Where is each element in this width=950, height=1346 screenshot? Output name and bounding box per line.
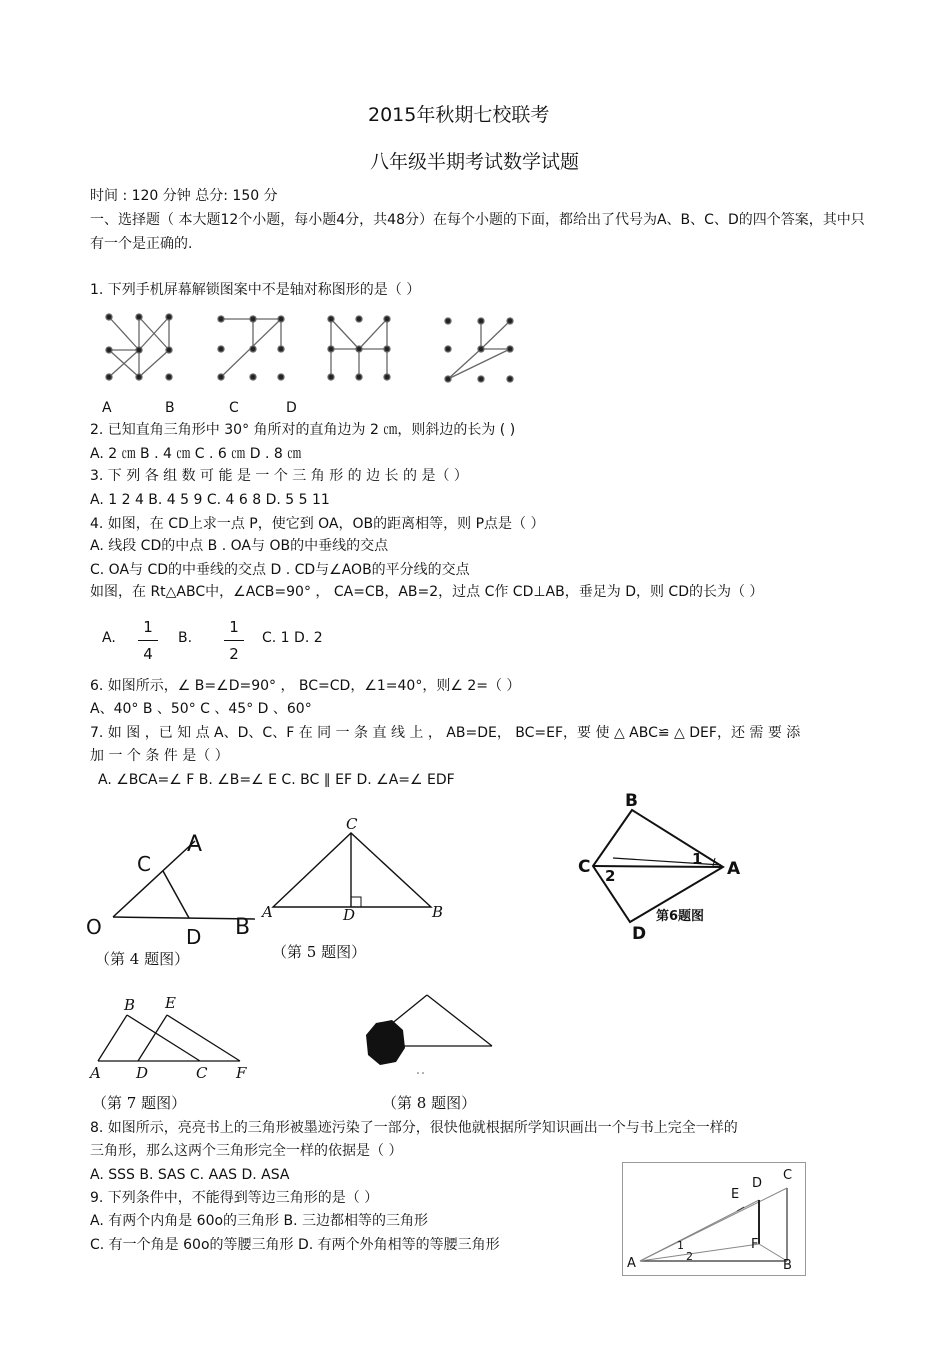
q8-stem-line1: 8. 如图所示，亮亮书上的三角形被墨迹污染了一部分，很快他就根据所学知识画出一个与书上完全一样的 xyxy=(90,1120,738,1136)
fig7-label-b: B xyxy=(124,996,136,1014)
fig5-label-c: C xyxy=(346,815,358,833)
q9-options-line1: A. 有两个内角是 60o的三角形 B. 三边都相等的三角形 xyxy=(90,1213,429,1229)
q5-option-b: B. xyxy=(178,630,193,646)
q1-label-c: C xyxy=(229,400,239,416)
q1-label-a: A xyxy=(102,400,112,416)
fig9-label-1: 1 xyxy=(677,1239,684,1252)
fig6-label-2: 2 xyxy=(605,867,616,885)
pattern-d xyxy=(445,318,513,382)
fig4-label-d: D xyxy=(186,925,202,949)
q8-options: A. SSS B. SAS C. AAS D. ASA xyxy=(90,1167,290,1183)
pattern-c xyxy=(328,316,390,380)
q1-stem: 1. 下列手机屏幕解锁图案中不是轴对称图形的是（ ） xyxy=(90,282,421,298)
q3-stem: 3. 下 列 各 组 数 可 能 是 一 个 三 角 形 的 边 长 的 是（ ） xyxy=(90,468,468,484)
q1-unlock-patterns xyxy=(95,305,575,395)
fig7-label-d: D xyxy=(136,1064,149,1082)
fig5-caption: （第 5 题图） xyxy=(272,943,367,961)
fig7-label-f: F xyxy=(236,1064,247,1082)
q6-stem: 6. 如图所示，∠ B=∠D=90° ， BC=CD，∠1=40°，则∠ 2=（ ） xyxy=(90,678,521,694)
fig6-label-a: A xyxy=(727,859,741,879)
q4-options-line1: A. 线段 CD的中点 B . OA与 OB的中垂线的交点 xyxy=(90,538,389,554)
fig6-label-b: B xyxy=(625,791,638,811)
fig5-label-d: D xyxy=(343,906,356,924)
fig9-label-2: 2 xyxy=(686,1250,693,1263)
exam-subtitle: 八年级半期考试数学试题 xyxy=(370,151,580,173)
fig6-label-d: D xyxy=(632,924,647,944)
fig6-label-1: 1 xyxy=(692,850,703,868)
figure-8 xyxy=(360,990,500,1075)
fig4-label-a: A xyxy=(187,832,203,857)
q9-options-line2: C. 有一个角是 60o的等腰三角形 D. 有两个外角相等的等腰三角形 xyxy=(90,1237,500,1253)
fig6-label-c: C xyxy=(578,857,591,877)
figure-5 xyxy=(265,820,455,920)
q1-label-d: D xyxy=(286,400,297,416)
q1-label-b: B xyxy=(165,400,175,416)
q7-stem-line2: 加 一 个 条 件 是（ ） xyxy=(90,748,229,764)
q7-options: A. ∠BCA=∠ F B. ∠B=∠ E C. BC ∥ EF D. ∠A=∠ EDF xyxy=(98,772,455,788)
q4-options-line2: C. OA与 CD的中垂线的交点 D . CD与∠AOB的平分线的交点 xyxy=(90,562,470,578)
figure-9 xyxy=(622,1162,806,1276)
time-info: 时间 : 120 分钟 总分: 150 分 xyxy=(90,188,278,204)
pattern-b xyxy=(218,316,284,380)
fig9-label-b: B xyxy=(783,1258,792,1273)
pattern-a xyxy=(106,314,172,380)
fig5-label-a: A xyxy=(262,903,273,921)
fig4-caption: （第 4 题图） xyxy=(95,950,190,968)
fig8-caption: （第 8 题图） xyxy=(382,1094,477,1112)
q5-fraction-a: 1 4 xyxy=(138,618,158,663)
q3-options: A. 1 2 4 B. 4 5 9 C. 4 6 8 D. 5 5 11 xyxy=(90,492,330,508)
fig9-label-c: C xyxy=(783,1168,793,1183)
q8-stem-line2: 三角形，那么这两个三角形完全一样的依据是（ ） xyxy=(90,1143,403,1159)
fig7-label-a: A xyxy=(90,1064,101,1082)
q7-stem-line1: 7. 如 图 ，已 知 点 A、D、C、F 在 同 一 条 直 线 上 ， AB=DE， BC=EF，要 使 △ ABC≌ △ DEF，还 需 要 添 xyxy=(90,725,801,741)
instructions-line2: 有一个是正确的. xyxy=(90,236,193,252)
fig4-label-o: O xyxy=(86,915,102,939)
fig9-label-a: A xyxy=(627,1256,636,1271)
q5-options-cd: C. 1 D. 2 xyxy=(262,630,323,646)
fig4-label-c: C xyxy=(137,852,151,876)
figure-7 xyxy=(90,1005,250,1070)
fig6-caption: 第6题图 xyxy=(656,909,705,924)
q2-options: A. 2 ㎝ B . 4 ㎝ C . 6 ㎝ D . 8 ㎝ xyxy=(90,446,302,462)
fig7-label-e: E xyxy=(165,994,176,1012)
q5-option-a: A. xyxy=(102,630,116,646)
q5-fraction-b: 1 2 xyxy=(224,618,244,663)
exam-title: 2015年秋期七校联考 xyxy=(368,104,550,126)
fig4-label-b: B xyxy=(235,915,251,940)
q5-stem: 如图，在 Rt△ABC中，∠ACB=90° ， CA=CB，AB=2，过点 C作 CD⊥AB，垂足为 D，则 CD的长为（ ） xyxy=(90,584,764,600)
instructions-line1: 一、选择题（ 本大题12个小题，每小题4分，共48分）在每个小题的下面，都给出了代号为A、B、C、D的四个答案，其中只 xyxy=(90,212,865,228)
fig9-label-e: E xyxy=(731,1187,740,1202)
fig9-label-d: D xyxy=(752,1176,763,1191)
ink-blot xyxy=(366,1020,405,1065)
fig7-caption: （第 7 题图） xyxy=(92,1094,187,1112)
q9-stem: 9. 下列条件中，不能得到等边三角形的是（ ） xyxy=(90,1190,379,1206)
fig5-label-b: B xyxy=(432,903,444,921)
q4-stem: 4. 如图，在 CD上求一点 P，使它到 OA，OB的距离相等，则 P点是（ ） xyxy=(90,516,545,532)
fig7-label-c: C xyxy=(196,1064,208,1082)
q6-options: A、40° B 、50° C 、45° D 、60° xyxy=(90,701,312,717)
q2-stem: 2. 已知直角三角形中 30° 角所对的直角边为 2 ㎝，则斜边的长为 ( ) xyxy=(90,422,516,438)
fig9-label-f: F xyxy=(751,1237,759,1252)
